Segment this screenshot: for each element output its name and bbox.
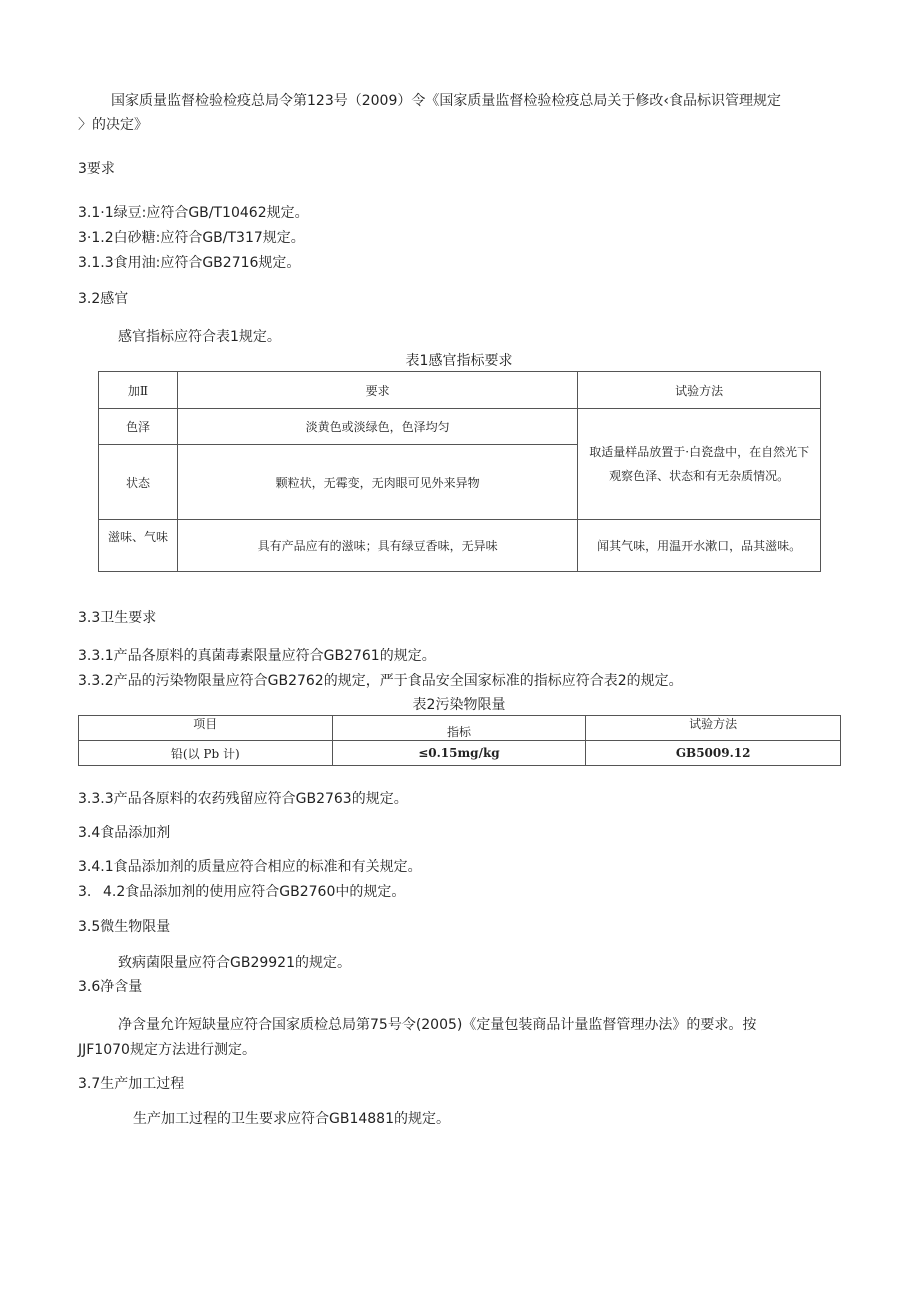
t1-header-requirement: 要求 <box>177 372 577 409</box>
clause-3-7-text: 生产加工过程的卫生要求应符合GB14881的规定。 <box>133 1111 450 1127</box>
clause-3-4-2: 4.2食品添加剂的使用应符合GB2760中的规定。 <box>103 884 406 900</box>
t1-header-item: 加Ⅱ <box>99 372 178 409</box>
section-3-5-heading: 3.5微生物限量 <box>78 919 171 935</box>
t1-row1-item: 色泽 <box>99 409 178 445</box>
intro-line-1: 国家质量监督检验检疫总局令第123号（2009）令《国家质量监督检验检疫总局关于修改‹食品标识管理规定 <box>111 93 781 109</box>
intro-line-2: 〉的决定》 <box>78 117 148 133</box>
t1-merged-method <box>578 409 821 520</box>
table1-caption: 表1感官指标要求 <box>405 353 513 369</box>
t2-header-method: 试验方法 <box>586 716 841 741</box>
t1-row3-method: 闻其气味，用温开水漱口，品其滋味。 <box>578 520 821 572</box>
clause-3-6-line-2: JJF1070规定方法进行测定。 <box>78 1042 256 1058</box>
t1-row1-requirement: 淡黄色或淡绿色，色泽均匀 <box>177 409 577 445</box>
clause-3-4-1: 3.4.1食品添加剂的质量应符合相应的标准和有关规定。 <box>78 859 422 875</box>
t2-row-method: GB5009.12 <box>586 741 841 766</box>
section-3-2-heading: 3.2感官 <box>78 291 129 307</box>
t1-row2-requirement: 颗粒状，无霉变，无肉眼可见外来异物 <box>177 445 577 520</box>
t1-merged-method-line1: 取适量样品放置于·白瓷盘中，在自然光下 <box>589 445 810 459</box>
t2-row-limit: ≤0.15mg/kg <box>332 741 586 766</box>
t2-row-item: 铅(以 Pb 计) <box>79 741 333 766</box>
section-3-7-heading: 3.7生产加工过程 <box>78 1076 185 1092</box>
t1-merged-method-line2: 观察色泽、状态和有无杂质情况。 <box>609 469 790 483</box>
section-3-6-heading: 3.6净含量 <box>78 979 143 995</box>
clause-3-3-1: 3.3.1产品各原料的真菌毒素限量应符合GB2761的规定。 <box>78 648 436 664</box>
t1-row2-item: 状态 <box>99 445 178 520</box>
clause-3-3-3: 3.3.3产品各原料的农药残留应符合GB2763的规定。 <box>78 791 408 807</box>
t2-header-limit: 指标 <box>332 716 586 741</box>
clause-3-1-1: 3.1·1绿豆:应符合GB/T10462规定。 <box>78 205 309 221</box>
section-3-3-heading: 3.3卫生要求 <box>78 610 157 626</box>
t2-header-item: 项目 <box>79 716 333 741</box>
section-3-4-heading: 3.4食品添加剂 <box>78 825 171 841</box>
clause-3-6-line-1: 净含量允许短缺量应符合国家质检总局第75号令(2005)《定量包装商品计量监督管理办法》的要求。按 <box>118 1017 757 1033</box>
contaminant-table <box>78 715 841 766</box>
clause-3-1-2: 3·1.2白砂糖:应符合GB/T317规定。 <box>78 230 305 246</box>
clause-3-5-text: 致病菌限量应符合GB29921的规定。 <box>118 955 351 971</box>
section-3-heading: 3要求 <box>78 161 115 177</box>
t1-row3-requirement: 具有产品应有的滋味；具有绿豆香味，无异味 <box>177 520 577 572</box>
t1-row3-item: 滋味、气味 <box>99 520 178 572</box>
t1-header-method: 试验方法 <box>578 372 821 409</box>
clause-3-4-2-number: 3. <box>78 884 92 900</box>
clause-3-3-2: 3.3.2产品的污染物限量应符合GB2762的规定，严于食品安全国家标准的指标应符合表2的规定。 <box>78 673 683 689</box>
table2-caption: 表2污染物限量 <box>412 697 506 713</box>
sensory-table <box>98 371 821 572</box>
clause-3-1-3: 3.1.3食用油:应符合GB2716规定。 <box>78 255 301 271</box>
clause-3-2-text: 感官指标应符合表1规定。 <box>118 329 281 345</box>
